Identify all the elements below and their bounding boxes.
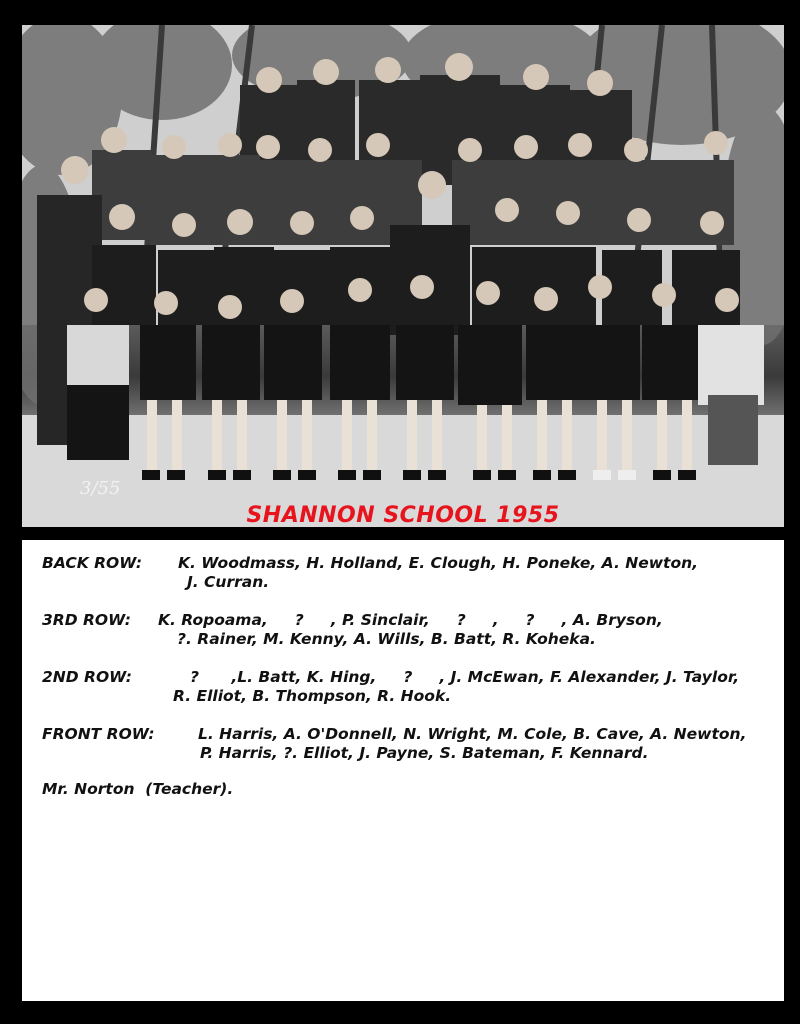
row-label: FRONT ROW: — [42, 725, 155, 743]
row-names-line1: K. Ropoama, ? , P. Sinclair, ? , ? , A. Bryson, — [158, 611, 663, 629]
row-label: 3RD ROW: — [42, 611, 131, 629]
class-photo-icon — [22, 25, 784, 527]
row-names-line1: ? ,L. Batt, K. Hing, ? , J. McEwan, F. Alexander, J. Taylor, — [190, 668, 740, 686]
caption-panel — [22, 540, 784, 1001]
row-names-line2: ?. Rainer, M. Kenny, A. Wills, B. Batt, R. Koheka. — [177, 630, 596, 648]
row-label: BACK ROW: — [42, 554, 143, 572]
class-photo — [22, 25, 784, 527]
row-names-line1: L. Harris, A. O'Donnell, N. Wright, M. Cole, B. Cave, A. Newton, — [198, 725, 747, 743]
row-names-line2: J. Curran. — [187, 573, 270, 591]
row-names-line2: R. Elliot, B. Thompson, R. Hook. — [173, 687, 452, 705]
teacher-note: Mr. Norton (Teacher). — [42, 780, 234, 798]
row-names-line1: K. Woodmass, H. Holland, E. Clough, H. Poneke, A. Newton, — [178, 554, 699, 572]
row-label: 2ND ROW: — [42, 668, 132, 686]
photo-number-mark: 3/55 — [80, 478, 121, 499]
photo-title: SHANNON SCHOOL 1955 — [246, 503, 560, 527]
row-names-line2: P. Harris, ?. Elliot, J. Payne, S. Bateman, F. Kennard. — [200, 744, 649, 762]
